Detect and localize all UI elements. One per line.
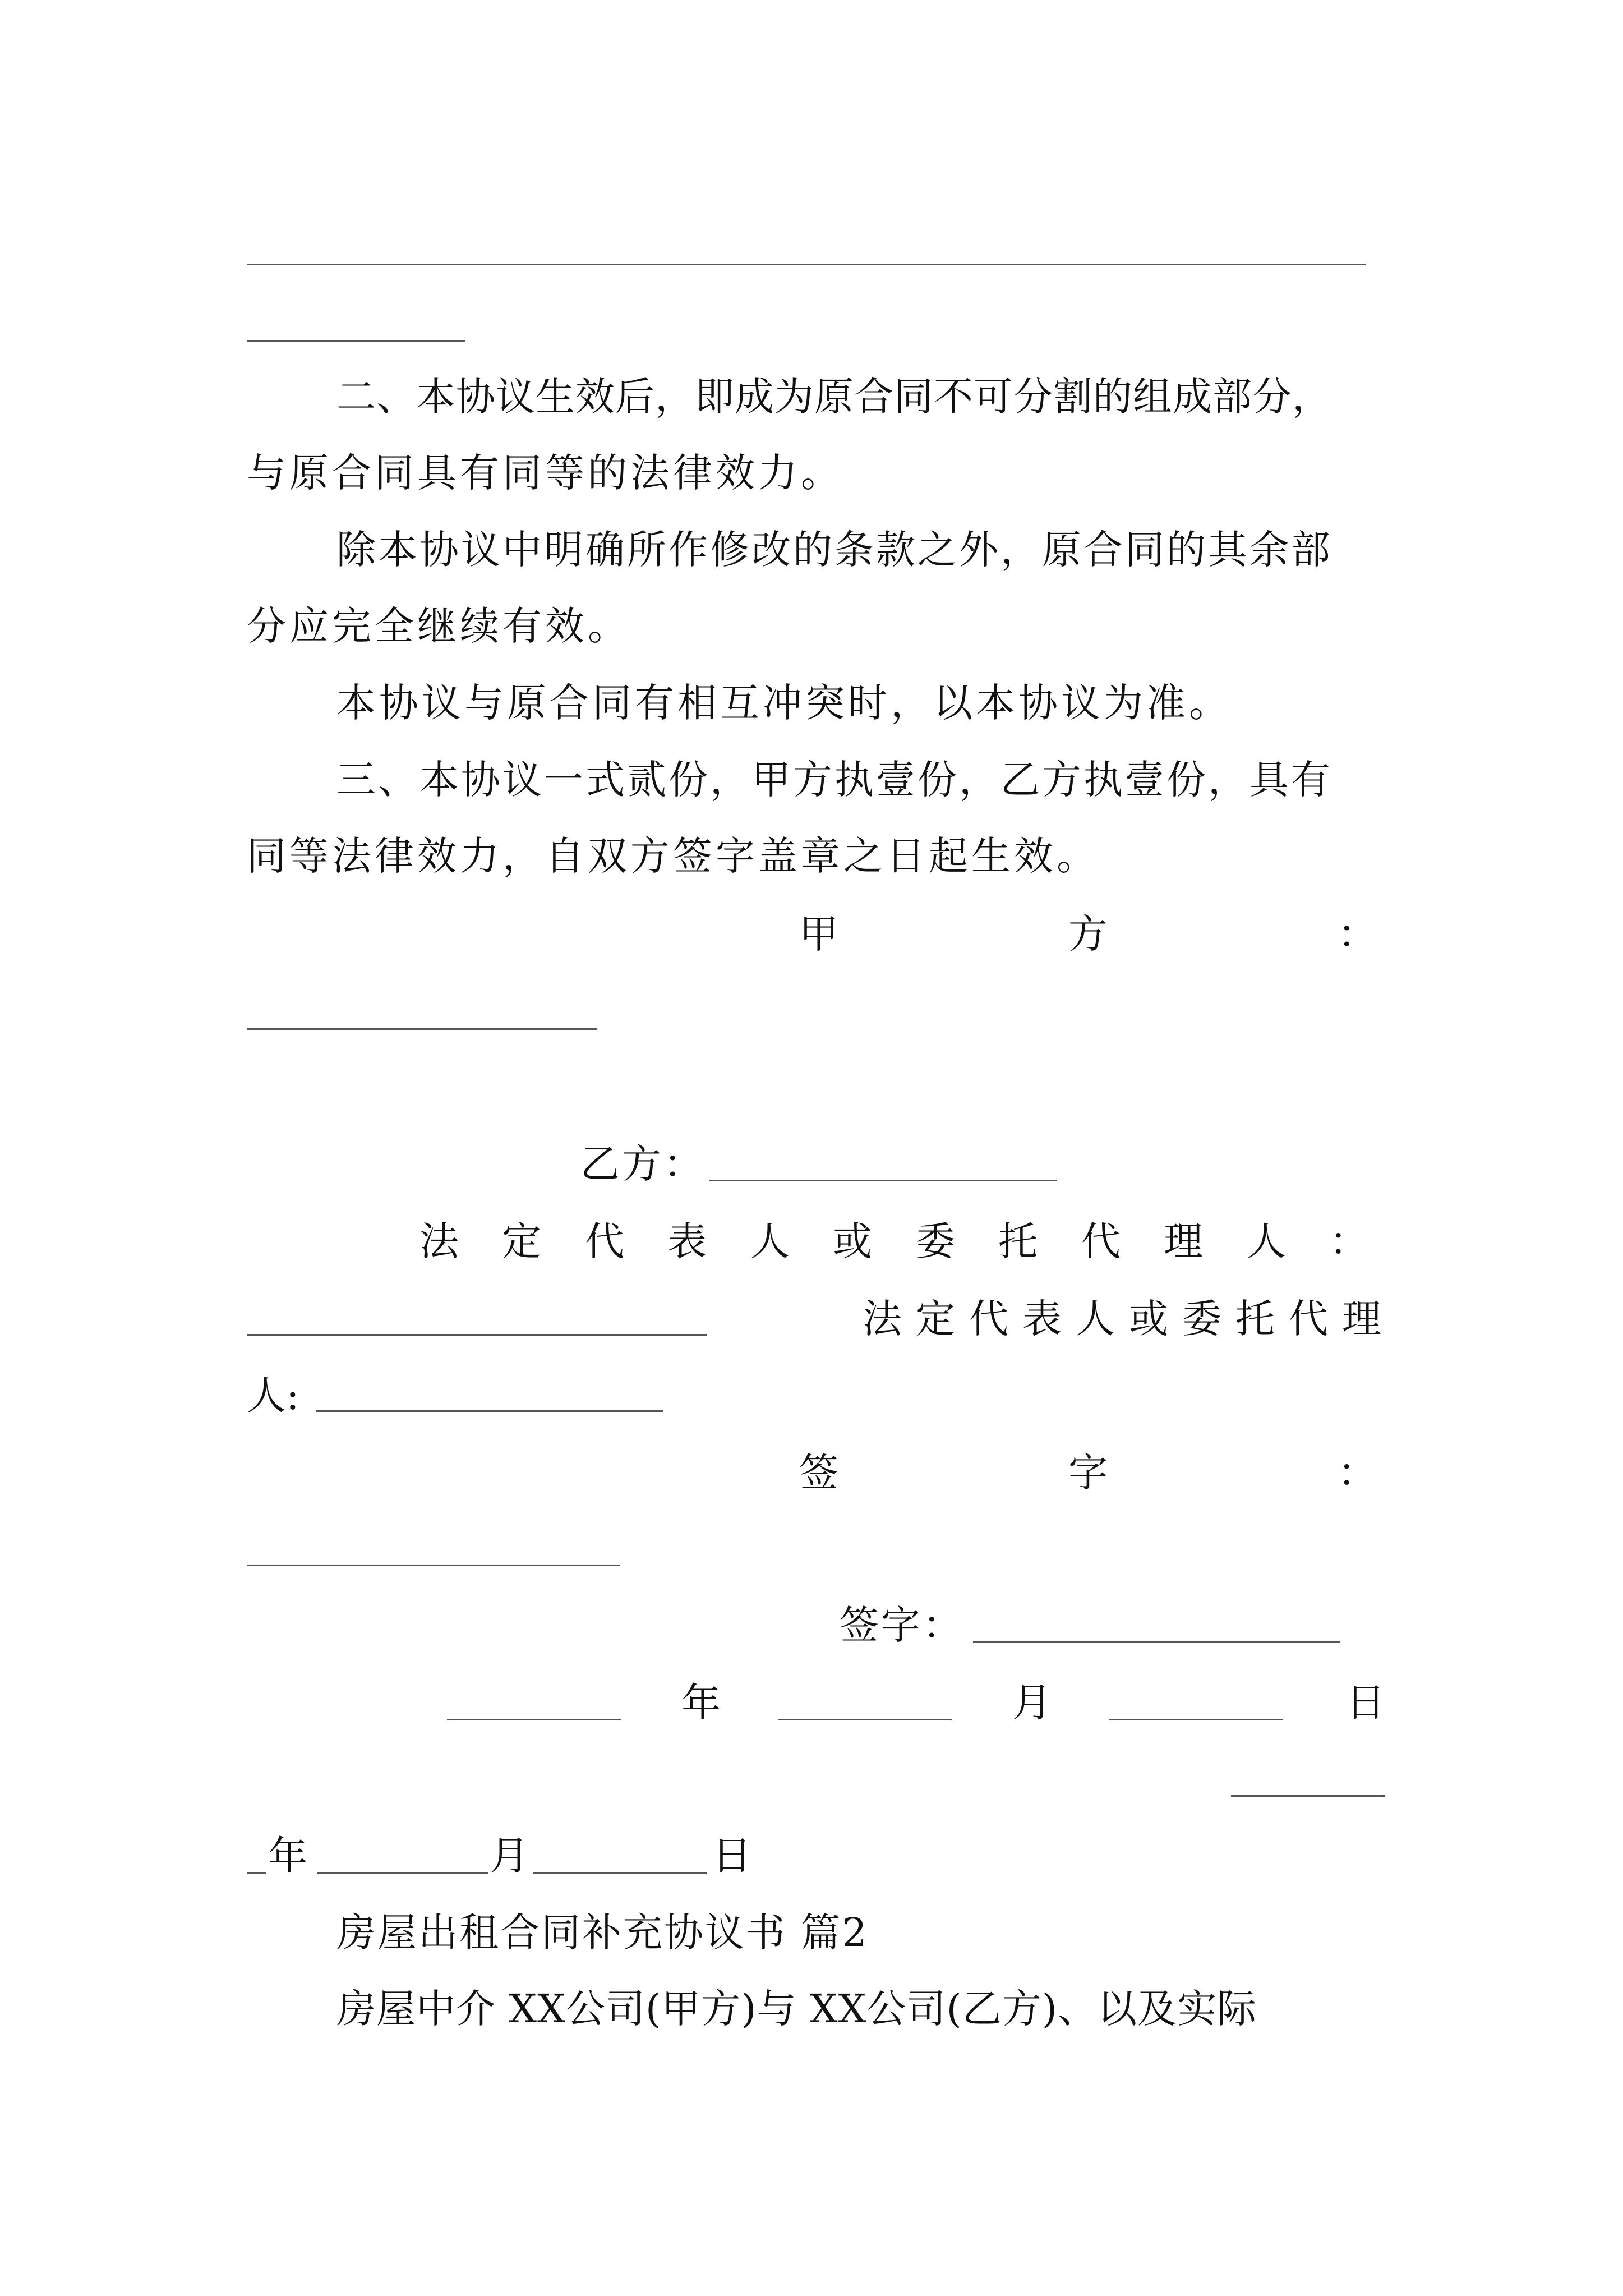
legal-rep-char-4: 表 xyxy=(667,1218,707,1264)
sign-b-label: 签字： xyxy=(840,1602,964,1648)
except-paragraph-line-2: 分应完全继续有效。 xyxy=(247,603,630,649)
legal-rep-char-10: 理 xyxy=(1164,1218,1203,1264)
date1-year-blank xyxy=(447,1719,621,1720)
party-b-label: 乙方： xyxy=(580,1141,705,1187)
legal-rep-char-2: 定 xyxy=(502,1218,541,1264)
date2-month-blank xyxy=(317,1872,488,1874)
date2-day: 日 xyxy=(712,1833,751,1879)
date2-month: 月 xyxy=(490,1833,529,1879)
legal-rep-signature-line-b xyxy=(316,1410,663,1412)
legal-rep-2-line-2: 人: xyxy=(247,1373,299,1419)
legal-rep-char-1: 法 xyxy=(419,1218,459,1264)
blank-line-top-full xyxy=(247,264,1366,265)
party-a-char-1: 甲 xyxy=(799,911,838,957)
sign-a-char-1: 签 xyxy=(799,1450,838,1496)
party-a-char-2: 方 xyxy=(1068,911,1108,957)
date2-year-blank-b xyxy=(247,1872,266,1874)
party-b-signature-line xyxy=(709,1180,1057,1181)
sign-a-colon: ： xyxy=(1338,1450,1377,1496)
section-2-paragraph-line-1: 房屋中介 XX公司(甲方)与 XX公司(乙方)、以及实际 xyxy=(336,1986,1257,2032)
except-paragraph-line-1: 除本协议中明确所作修改的条款之外，原合同的其余部 xyxy=(336,527,1332,573)
clause-2-line-1: 二、本协议生效后，即成为原合同不可分割的组成部分， xyxy=(336,374,1332,420)
section-2-title: 房屋出租合同补充协议书 篇2 xyxy=(336,1910,869,1955)
legal-rep-char-7: 委 xyxy=(916,1218,955,1264)
clause-2-line-2: 与原合同具有同等的法律效力。 xyxy=(247,450,843,496)
legal-rep-char-3: 代 xyxy=(585,1218,624,1264)
legal-rep-char-6: 或 xyxy=(833,1218,872,1264)
clause-3-line-2: 同等法律效力，自双方签字盖章之日起生效。 xyxy=(247,833,1099,879)
date2-year: 年 xyxy=(268,1833,307,1879)
sign-b-line xyxy=(973,1641,1340,1643)
sign-a-char-2: 字 xyxy=(1068,1450,1108,1496)
date1-month-blank xyxy=(778,1719,952,1720)
party-a-signature-line xyxy=(247,1028,597,1030)
party-a-colon: ： xyxy=(1338,911,1377,957)
legal-rep-char-11: 人 xyxy=(1247,1218,1286,1264)
date1-month: 月 xyxy=(1012,1680,1052,1726)
legal-rep-char-5: 人 xyxy=(750,1218,790,1264)
sign-a-line xyxy=(247,1565,620,1566)
conflict-paragraph: 本协议与原合同有相互冲突时，以本协议为准。 xyxy=(336,680,1232,726)
date1-year: 年 xyxy=(681,1680,721,1726)
date1-day: 日 xyxy=(1346,1680,1385,1726)
blank-line-top-short xyxy=(247,340,465,342)
date2-day-blank xyxy=(533,1872,707,1874)
legal-rep-char-8: 托 xyxy=(998,1218,1038,1264)
legal-rep-char-9: 代 xyxy=(1081,1218,1121,1264)
legal-rep-2-line-1: 法定代表人或委托代理 xyxy=(863,1296,1395,1342)
date2-year-blank-a xyxy=(1231,1795,1385,1797)
date1-day-blank xyxy=(1109,1719,1283,1720)
legal-rep-colon: ： xyxy=(1329,1218,1368,1264)
clause-3-line-1: 三、本协议一式贰份，甲方执壹份，乙方执壹份，具有 xyxy=(336,757,1332,803)
legal-rep-signature-line-a xyxy=(247,1334,707,1336)
